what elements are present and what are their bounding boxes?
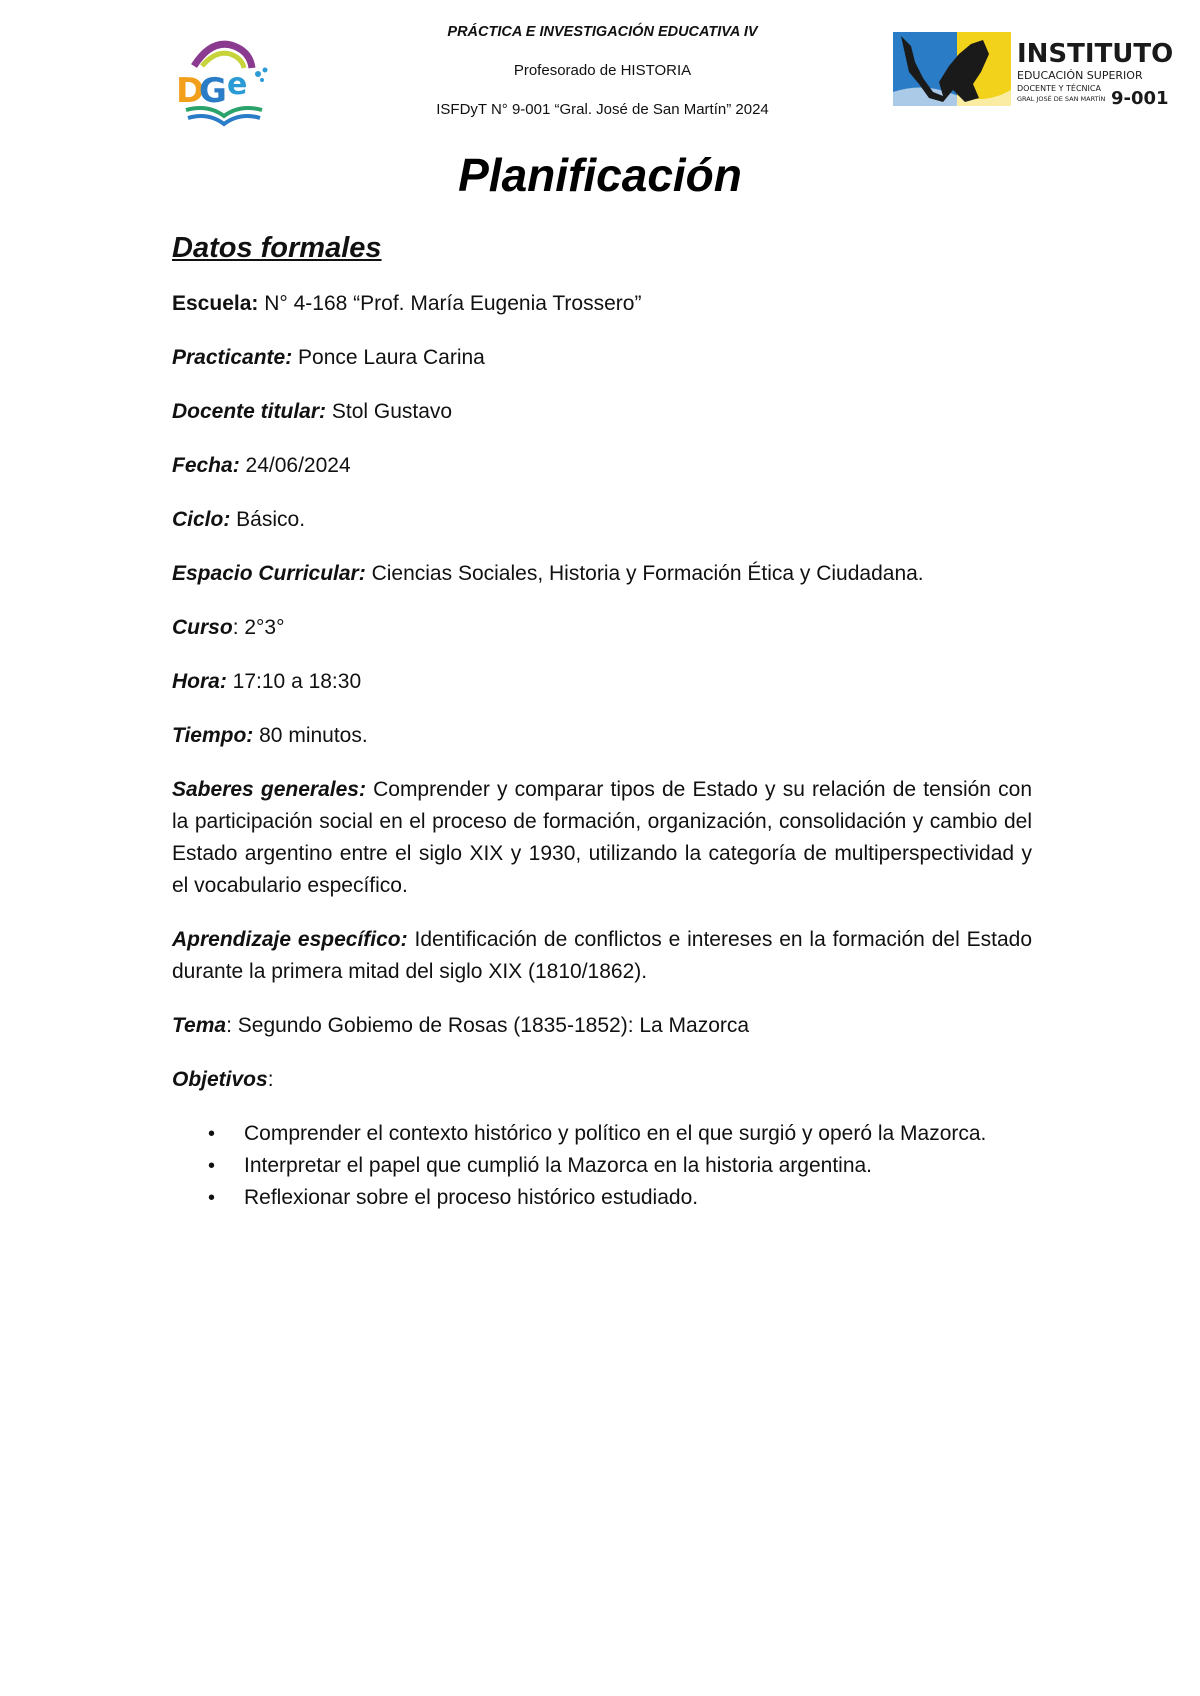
- dge-logo-text: D: [176, 71, 205, 111]
- field-value: N° 4-168 “Prof. María Eugenia Trossero”: [258, 292, 642, 315]
- bullet-icon: •: [208, 1155, 216, 1177]
- svg-text:G: G: [199, 71, 227, 111]
- objective-text: Reflexionar sobre el proceso histórico estudiado.: [244, 1186, 699, 1209]
- field-label: Aprendizaje específico:: [172, 928, 408, 951]
- field-value: Stol Gustavo: [326, 400, 453, 423]
- field-label: Practicante:: [172, 346, 293, 369]
- field-row: [172, 774, 1032, 902]
- bullet-icon: •: [208, 1187, 216, 1209]
- objective-item: [172, 1150, 1032, 1182]
- header-program: Profesorado de HISTORIA: [513, 62, 692, 79]
- objective-item: [172, 1182, 1032, 1214]
- field-value: Comprender y comparar tipos de Estado y su relación de tensión con la participación social en el proceso de formación, organización, consolidación y cambio del Estado argentino entre el siglo XIX y 1930, utilizando la categoría de multiperspectividad y el vocabulario específico.: [172, 778, 1032, 897]
- field-label: Espacio Curricular:: [172, 562, 366, 585]
- field-label: Tiempo:: [172, 724, 254, 747]
- field-value: : Segundo Gobiemo de Rosas (1835-1852): La Mazorca: [226, 1014, 750, 1037]
- field-row: [172, 342, 1032, 374]
- field-value: : 2°3°: [232, 616, 285, 639]
- field-row: [172, 504, 1032, 536]
- formal-data-list: [172, 288, 1032, 1042]
- instituto-logo-sub2: DOCENTE Y TÉCNICA: [1017, 84, 1101, 93]
- field-label: Escuela:: [172, 292, 259, 315]
- field-row: [172, 1010, 1032, 1042]
- field-row: [172, 396, 1032, 428]
- field-value: Ponce Laura Carina: [292, 346, 485, 369]
- document-header: [0, 18, 1200, 128]
- field-value: Ciencias Sociales, Historia y Formación Ética y Ciudadana.: [365, 562, 924, 585]
- objectives-label: Objetivos: [172, 1068, 268, 1091]
- field-value: 24/06/2024: [239, 454, 351, 477]
- instituto-logo-sub1: EDUCACIÓN SUPERIOR: [1017, 69, 1143, 82]
- page-title: Planificación: [458, 149, 742, 201]
- field-value: 17:10 a 18:30: [226, 670, 362, 693]
- document-body: [172, 230, 1032, 1214]
- svg-text:e: e: [227, 67, 248, 102]
- field-label: Hora:: [172, 670, 227, 693]
- objective-text: Comprender el contexto histórico y político en el que surgió y operó la Mazorca.: [244, 1122, 987, 1145]
- field-label: Tema: [172, 1014, 227, 1037]
- field-label: Docente titular:: [172, 400, 327, 423]
- field-label: Saberes generales:: [172, 778, 366, 801]
- field-label: Curso: [172, 616, 233, 639]
- field-row: [172, 288, 1032, 320]
- dge-logo: [172, 32, 276, 128]
- field-value: 80 minutos.: [253, 724, 368, 747]
- bullet-icon: •: [208, 1123, 216, 1145]
- field-row: [172, 558, 1032, 590]
- objective-item: [172, 1118, 1032, 1150]
- objectives-section: [172, 1064, 1032, 1214]
- instituto-logo: [893, 32, 1174, 118]
- field-row: [172, 924, 1032, 988]
- instituto-logo-title: INSTITUTO: [1017, 39, 1174, 69]
- objectives-list: [172, 1118, 1032, 1214]
- field-label: Ciclo:: [172, 508, 231, 531]
- objectives-colon: :: [267, 1068, 274, 1091]
- field-row: [172, 666, 1032, 698]
- objective-text: Interpretar el papel que cumplió la Mazorca en la historia argentina.: [244, 1154, 873, 1177]
- section-title: Datos formales: [172, 232, 382, 264]
- header-institute: ISFDyT N° 9-001 “Gral. José de San Martín” 2024: [436, 101, 769, 118]
- field-value: Básico.: [230, 508, 306, 531]
- instituto-logo-number: 9-001: [1111, 88, 1169, 109]
- field-row: [172, 720, 1032, 752]
- header-course: PRÁCTICA E INVESTIGACIÓN EDUCATIVA IV: [447, 24, 758, 40]
- field-value: Identificación de conflictos e intereses en la formación del Estado durante la primera mitad del siglo XIX (1810/1862).: [172, 928, 1032, 983]
- field-row: [172, 612, 1032, 644]
- instituto-logo-sub3: GRAL JOSÉ DE SAN MARTÍN: [1017, 95, 1106, 103]
- field-row: [172, 450, 1032, 482]
- field-label: Fecha:: [172, 454, 240, 477]
